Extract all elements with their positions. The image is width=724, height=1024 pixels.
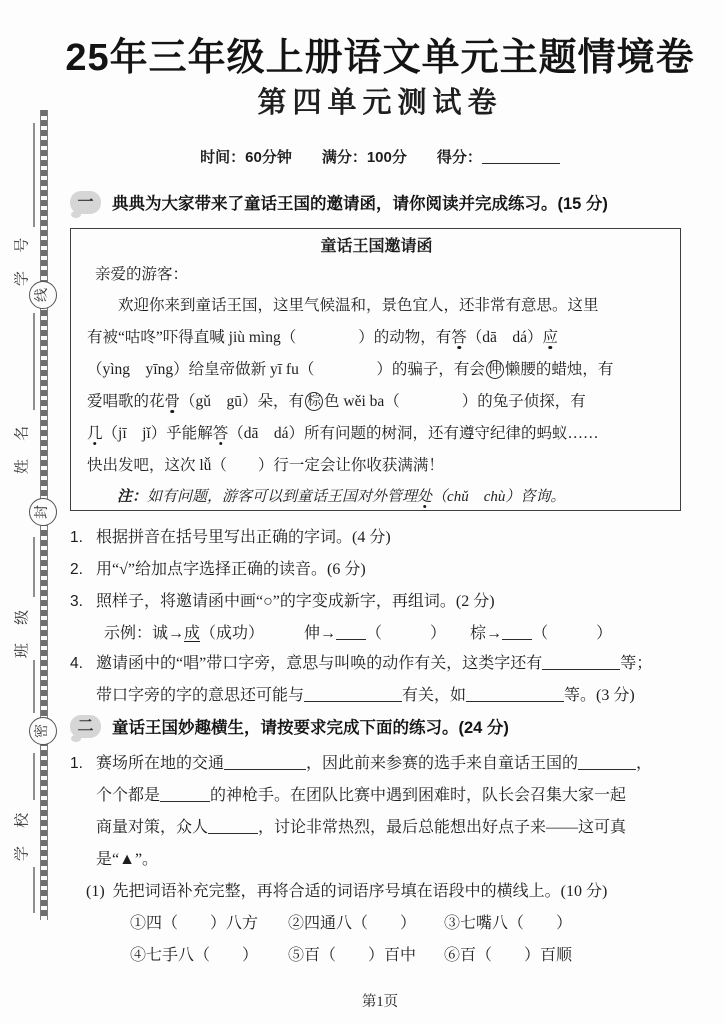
student-no-write-line bbox=[33, 123, 35, 227]
question-2 bbox=[70, 556, 366, 579]
question-4 bbox=[70, 650, 652, 673]
question-4-text bbox=[96, 655, 652, 672]
sub-question-1 bbox=[86, 878, 607, 901]
text-segment: 带口字旁的字的意思还可能与 bbox=[96, 687, 305, 704]
class-write-line-2 bbox=[33, 660, 35, 713]
idiom-item-6: ⑥百（ ）百顺 bbox=[444, 947, 573, 964]
section-1-header bbox=[70, 190, 608, 214]
section-2-question-1-line-2 bbox=[96, 782, 626, 805]
text-segment: 棕 bbox=[307, 394, 322, 409]
text-segment: （成功） 伸→ bbox=[200, 625, 337, 642]
idiom-item-2: ②四通八（ ） bbox=[288, 915, 417, 932]
question-1-number: 1. bbox=[70, 529, 83, 546]
text-segment: 伸 bbox=[487, 362, 502, 377]
section-2-question-1-line-3 bbox=[96, 814, 626, 837]
text-segment: 个个都是 bbox=[96, 787, 161, 804]
letter-line bbox=[87, 450, 666, 482]
text-segment: 商量对策，众人 bbox=[96, 819, 209, 836]
school-write-line bbox=[33, 753, 35, 800]
text-segment: 根据拼音在括号里写出正确的字词。(4 分) bbox=[96, 529, 391, 546]
text-segment: 有被“咕咚”吓得直喊 jiù mìng（ ）的动物，有 bbox=[87, 329, 452, 346]
answer-blank bbox=[482, 149, 560, 164]
question-2-text bbox=[96, 561, 366, 578]
text-segment: 处 bbox=[417, 489, 433, 505]
question-1-text bbox=[96, 529, 391, 546]
text-segment: 成 bbox=[184, 625, 201, 642]
text-segment: （dā dá） bbox=[466, 329, 543, 346]
text-segment: （chǔ chù）咨询。 bbox=[432, 489, 566, 505]
text-segment: 答 bbox=[451, 329, 467, 346]
question-2-number: 2. bbox=[70, 561, 83, 578]
class-label: 班 级 bbox=[13, 602, 31, 659]
text-segment: 是“▲”。 bbox=[96, 851, 159, 868]
sub-question-1-text: 先把词语补充完整，再将合适的词语序号填在语段中的横线上。(10 分) bbox=[112, 883, 608, 900]
text-segment: ，因此前来参赛的选手来自童话王国的 bbox=[306, 755, 579, 772]
school-label: 学 校 bbox=[13, 805, 31, 862]
letter-line bbox=[87, 354, 666, 386]
idiom-item-4: ④七手八（ ） bbox=[130, 947, 259, 964]
letter-salutation: 亲爱的游客： bbox=[95, 266, 189, 283]
answer-blank bbox=[542, 655, 620, 670]
text-segment: 照样子，将邀请函中画“○”的字变成新字，再组词。(2 分) bbox=[96, 593, 495, 610]
text-segment: 色 wěi ba（ ）的兔子侦探，有 bbox=[324, 393, 586, 410]
class-write-line bbox=[33, 537, 35, 597]
idiom-item-5: ⑤百（ ）百中 bbox=[288, 947, 417, 964]
text-segment: 懒腰的蜡烛，有 bbox=[504, 361, 614, 378]
letter-note bbox=[87, 482, 666, 511]
text-segment: 答 bbox=[212, 425, 229, 442]
question-3 bbox=[70, 588, 495, 611]
text-segment: （gǔ gū）朵，有 bbox=[180, 393, 305, 410]
section-2-title: 童话王国妙趣横生，请按要求完成下面的练习。(24 分) bbox=[112, 719, 509, 737]
section-1-title: 典典为大家带来了童话王国的邀请函，请你阅读并完成练习。(15 分) bbox=[112, 195, 608, 213]
question-4-number: 4. bbox=[70, 655, 83, 672]
letter-line bbox=[87, 418, 666, 450]
question-1 bbox=[70, 524, 391, 547]
letter-title: 童话王国邀请函 bbox=[320, 238, 433, 255]
text-segment: 几 bbox=[87, 425, 103, 442]
section-2-number-badge: 二 bbox=[70, 715, 101, 738]
answer-blank bbox=[466, 687, 564, 702]
text-segment: 欢迎你来到童话王国，这里气候温和，景色宜人，还非常有意思。这里 bbox=[118, 297, 599, 314]
section-2-question-1 bbox=[70, 750, 652, 773]
letter-line bbox=[87, 322, 666, 354]
student-no-label: 学 号 bbox=[13, 230, 31, 287]
name-write-line bbox=[33, 313, 35, 410]
text-segment: 应 bbox=[542, 329, 559, 346]
answer-blank bbox=[224, 755, 306, 770]
text-segment: 等； bbox=[620, 655, 653, 672]
question-3-text bbox=[96, 593, 495, 610]
text-segment: （ ） bbox=[532, 625, 613, 642]
text-segment: 等。(3 分) bbox=[564, 687, 635, 704]
seal-char-feng: 封 bbox=[29, 498, 57, 526]
page-number: 第1页 bbox=[361, 994, 399, 1010]
answer-blank bbox=[208, 819, 258, 834]
text-segment: （dā dá）所有问题的树洞，还有遵守纪律的蚂蚁…… bbox=[228, 425, 599, 442]
name-label: 姓 名 bbox=[13, 418, 31, 475]
letter-line bbox=[87, 386, 666, 418]
question-3-number: 3. bbox=[70, 593, 83, 610]
section-2-question-1-line-4 bbox=[96, 846, 158, 869]
sub-question-1-label: (1) bbox=[86, 883, 105, 900]
text-segment: 的神枪手。在团队比赛中遇到困难时，队长会召集大家一起 bbox=[210, 787, 627, 804]
text-segment: 快出发吧，这次 lǚ（ ）行一定会让你收获满满！ bbox=[87, 457, 444, 474]
seal-char-mi: 密 bbox=[29, 717, 57, 745]
idiom-item-1: ①四（ ）八方 bbox=[130, 915, 259, 932]
text-segment: ，讨论非常热烈，最后总能想出好点子来——这可真 bbox=[258, 819, 627, 836]
text-segment: （ ） 棕→ bbox=[366, 625, 503, 642]
idiom-item-3: ③七嘴八（ ） bbox=[444, 915, 573, 932]
question-4-line-2 bbox=[96, 682, 635, 705]
exam-subtitle: 第四单元测试卷 bbox=[257, 87, 503, 119]
text-segment: 示例：诚→ bbox=[104, 625, 185, 642]
text-segment: 有关，如 bbox=[402, 687, 467, 704]
exam-info-line bbox=[60, 146, 700, 167]
section-1-number-badge: 一 bbox=[70, 191, 101, 214]
text-segment: 时间：60分钟 满分：100分 得分： bbox=[200, 149, 482, 166]
text-segment: 邀请函中的“唱”带口字旁，意思与叫唤的动作有关，这类字还有 bbox=[96, 655, 543, 672]
answer-blank bbox=[304, 687, 402, 702]
school-write-line-2 bbox=[33, 867, 35, 913]
text-segment: 如有问题，游客可以到童话王国对外管理 bbox=[147, 489, 418, 505]
question-3-example bbox=[104, 620, 612, 643]
invitation-letter-box bbox=[70, 228, 681, 511]
section-2-question-1-line-1 bbox=[96, 755, 652, 772]
text-segment: （jī jǐ）乎能解 bbox=[102, 425, 213, 442]
answer-blank bbox=[336, 625, 366, 640]
answer-blank bbox=[502, 625, 532, 640]
text-segment: 用“√”给加点字选择正确的读音。(6 分) bbox=[96, 561, 366, 578]
letter-line bbox=[87, 290, 666, 322]
answer-blank bbox=[578, 755, 636, 770]
text-segment: ， bbox=[636, 755, 653, 772]
section-2-question-1-number: 1. bbox=[70, 755, 83, 772]
text-segment: 爱唱歌的花 bbox=[87, 393, 165, 410]
section-2-header bbox=[70, 714, 509, 738]
exam-title: 25年三年级上册语文单元主题情境卷 bbox=[65, 37, 695, 79]
text-segment: 赛场所在地的交通 bbox=[96, 755, 225, 772]
text-segment: （yìng yīng）给皇帝做新 yī fu（ ）的骗子，有会 bbox=[87, 361, 485, 378]
text-segment: 注： bbox=[117, 489, 148, 505]
answer-blank bbox=[160, 787, 210, 802]
seal-char-line: 线 bbox=[29, 281, 57, 309]
text-segment: 骨 bbox=[164, 393, 181, 410]
